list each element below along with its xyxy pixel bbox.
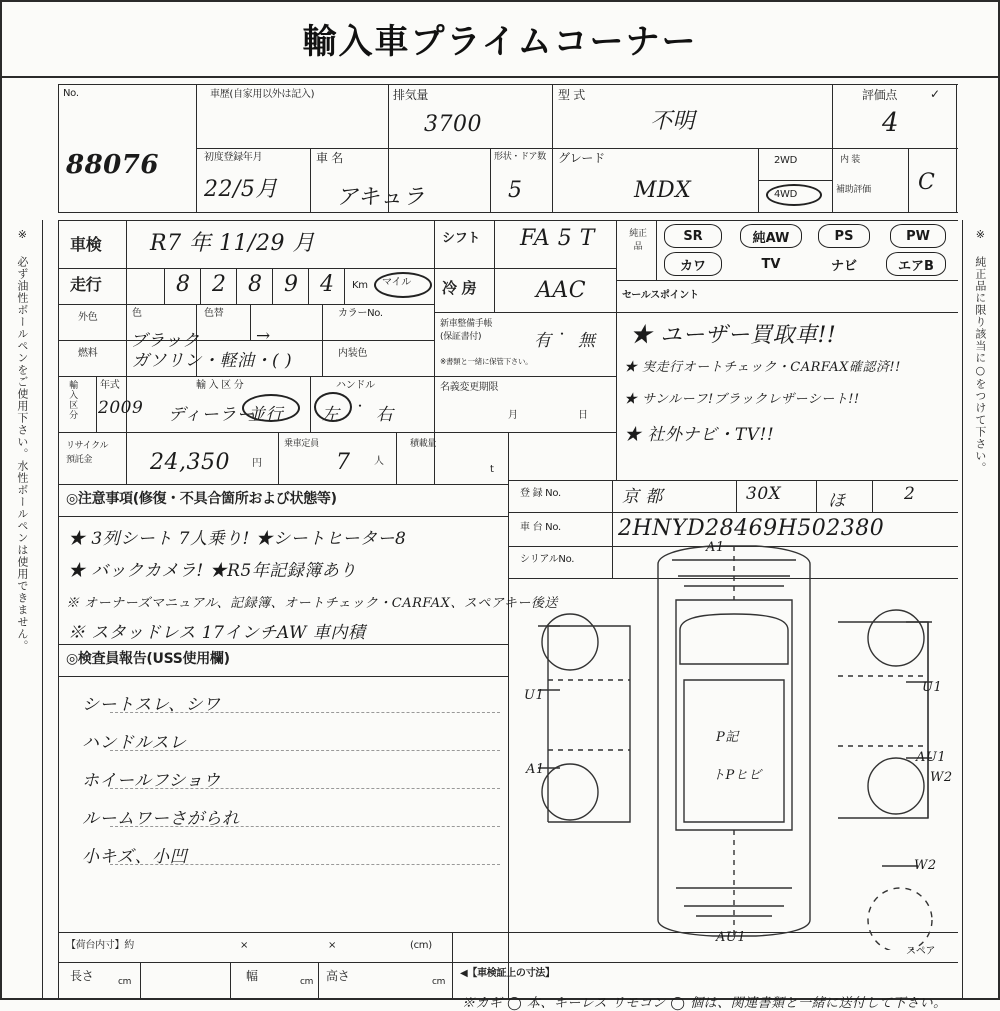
recycle-value: 24,350 [150,450,230,475]
mileage-unit-selected-circle [374,272,432,298]
color-no-label: カラーNo. [338,308,383,319]
import-div-parallel[interactable]: 並行 [248,405,283,425]
top-table-v-7 [832,84,833,212]
parts-header: 純正 品 [629,229,647,252]
sales-point-1: ★ 実走行オートチェック・CARFAX確認済!! [624,360,901,375]
grade-value: MDX [634,178,692,203]
mid-line-3 [434,376,616,377]
diagram-mark-w2-right: W2 [930,770,953,785]
reg-no-value-1: 京 都 [622,487,663,507]
drive-2wd-label[interactable]: 2WD [774,155,798,166]
bed-v-3 [318,962,319,998]
year-label: 年式 [100,380,120,391]
bed-x2: × [328,940,337,951]
top-table-v-8 [908,148,909,212]
reg-no-label: 登 録 No. [520,488,561,499]
shift-label: シフト [442,231,481,246]
notice-line-3: ※ スタッドレス 17インチAW 車内積 [68,623,366,643]
mile-cell-5 [308,268,309,304]
diagram-mark-a1-top: A1 [706,540,725,555]
inspector-line-3: ルームワーさがられ [82,809,240,829]
part-ps[interactable]: PS [818,224,870,248]
model-code-value: 不明 [650,109,696,134]
bed-height-label: 高さ [326,969,350,983]
left-line-4 [58,376,434,377]
shift-value: FA 5 T [520,226,595,251]
notice-line-1: ★ バックカメラ! ★R5年記録簿あり [68,561,357,581]
diagram-mark-w2-lower: W2 [914,858,937,873]
left-v-2 [126,220,127,484]
import-label: 輸入区分 [67,380,78,420]
drive-4wd-label[interactable]: 4WD [774,189,798,200]
bed-bottom-note: ※カギ ◯ 本、キーレス リモコン ◯ 個は、関連書類と一緒に送付して下さい。 [462,996,947,1011]
mile-cell-2 [200,268,201,304]
warranty-no[interactable]: 無 [578,331,596,351]
mile-cell-6 [344,268,345,304]
part-kawa[interactable]: カワ [664,252,722,276]
diagram-mark-a1-left: A1 [526,762,545,777]
score-divider [832,148,958,149]
mile-cell-4 [272,268,273,304]
chassis-label: 車 台 No. [520,522,561,533]
page-title: 輸入車プライムコーナー [302,22,698,62]
score-label: 評価点 [862,88,898,102]
part-sr[interactable]: SR [664,224,722,248]
bed-x1: × [240,940,249,951]
handle-label: ハンドル [336,380,375,391]
diagram-mark-au1-right: AU1 [916,750,947,765]
sales-point-0: ★ ユーザー買取車!! [630,323,837,348]
car-name-value: アキュラ [336,185,426,210]
left-v-4 [322,304,323,376]
handle-separator: ・ [354,399,366,413]
shape-doors-value: 5 [508,178,523,203]
load-unit: t [490,464,494,475]
fuel-label: 燃料 [78,348,98,359]
notice-line-2: ※ オーナーズマニュアル、記録簿、オートチェック・CARFAX、スペアキー後送 [66,596,558,611]
inspector-line-4: 小キズ、小凹 [82,847,188,867]
notice-line-0: ★ 3列シート 7人乗り! ★シートヒーター8 [68,529,407,549]
left-line-8 [58,644,508,645]
left-v-4b [310,376,311,432]
displacement-value: 3700 [424,112,482,137]
left-v-1 [58,220,59,998]
interior-value: C [918,170,936,195]
name-change-month: 月 [508,410,518,421]
warranty-label: 新車整備手帳 (保証書付) [440,319,493,342]
top-table-v-1 [58,84,59,212]
top-table-line-3 [58,212,958,213]
bed-unit: (cm) [410,940,432,951]
parts-v [656,220,657,280]
color-label: 色 [132,308,142,319]
name-change-day: 日 [578,410,588,421]
left-v-7 [396,432,397,484]
sales-point-3: ★ 社外ナビ・TV!! [624,425,775,445]
mile-cell-1 [164,268,165,304]
sp-title-line [616,312,958,313]
year-value: 2009 [98,398,144,418]
score-check-icon: ✓ [930,87,940,101]
top-table-v-5 [552,84,553,212]
notices-title: ◎注意事項(修復・不具合箇所および状態等) [66,491,337,507]
shape-doors-label: 形状・ドア数 [494,152,546,162]
reg-v-4 [872,480,873,512]
warranty-sep: ・ [556,327,568,341]
spare-label: スペア [906,946,936,957]
reg-no-value-2: 30X [746,484,782,504]
part-tv[interactable]: TV [761,256,781,272]
left-line-7 [58,516,508,517]
diagram-mark-topibi: トPヒビ [712,768,762,783]
name-change-label: 名義変更期限 [440,382,499,393]
warranty-note: ※書類と一緒に保管下さい。 [440,357,533,366]
bed-length-unit: cm [118,977,132,987]
mid-line-2 [434,312,616,313]
handle-left[interactable]: 左 [322,405,340,425]
inspector-line-0: シートスレ、シワ [82,695,221,715]
title-underline [0,76,1000,78]
fuel-value: ガソリン・軽油・( ) [132,351,293,371]
top-table-v-2 [196,84,197,212]
left-line-1 [58,268,434,269]
mileage-unit-mile[interactable]: マイル [382,277,411,288]
import-div-selected-circle [242,394,300,422]
mid-v-left [434,220,435,432]
exterior-label: 外色 [78,312,98,323]
ac-label: 冷 房 [442,279,477,297]
capacity-unit: 人 [374,456,384,467]
left-v-6 [278,432,279,484]
left-note-divider [42,220,43,998]
mileage-unit-km[interactable]: Km [352,280,368,291]
inspector-title: ◎検査員報告(USS使用欄) [66,651,230,667]
no-label: No. [63,88,79,99]
displacement-label: 排気量 [393,88,429,102]
bed-length-label: 長さ [70,969,94,983]
color-value: ブラック [130,331,200,351]
drive-divider [758,180,832,181]
inspection-value: R7 年 11/29 月 [150,231,315,256]
mid-sep-top [58,220,958,221]
first-reg-label: 初度登録年月 [204,152,263,163]
recycle-unit: 円 [252,458,262,469]
capacity-value: 7 [336,450,351,475]
interior-color-label: 内装色 [338,348,368,359]
import-div-dealer[interactable]: ディーラー [168,405,255,425]
top-table-v-4 [490,148,491,212]
part-aw[interactable]: 純AW [740,224,802,248]
inspector-line-1: ハンドルスレ [82,733,187,753]
bed-v-2 [230,962,231,998]
top-table-v-3b [310,148,311,212]
left-side-note: ※ 必ず油性ボールペンをご使用下さい。水性ボールペンは使用できません。 [15,228,29,652]
diagram-mark-u1-left: U1 [524,688,545,703]
first-reg-value: 22/5月 [204,177,278,202]
left-v-2b [96,376,97,432]
grade-label: グレード [558,151,605,165]
repaint-label: 色替 [204,308,224,319]
part-airbag[interactable]: エアB [886,252,946,276]
left-v-3b [250,304,251,340]
part-pw[interactable]: PW [890,224,946,248]
bed-width-unit: cm [300,977,314,987]
diagram-mark-pki: P記 [716,730,739,745]
car-name-label: 車 名 [316,151,343,165]
top-table-line-1 [58,84,958,85]
left-line-6 [58,484,508,485]
chassis-value: 2HNYD28469H502380 [618,516,885,541]
handle-right[interactable]: 右 [376,405,394,425]
left-line-5 [58,432,434,433]
diagram-mark-u1-right: U1 [922,680,943,695]
diagram-mark-au1-bottom: AU1 [716,930,747,945]
score-value: 4 [882,108,900,138]
sales-points-title: セールスポイント [622,290,699,301]
handle-selected-circle [314,392,352,422]
reg-line-2 [508,512,958,513]
import-div-label: 輸 入 区 分 [196,380,244,391]
left-line-9 [58,676,508,677]
interior-label: 内 装 [840,155,860,165]
frame-left [0,0,2,1000]
top-table-v-9 [956,84,957,212]
reg-v-2 [736,480,737,512]
history-label: 車歴(自家用以外は記入) [210,89,315,100]
warranty-yes[interactable]: 有 [534,331,552,351]
bed-note: ◀【車検証上の寸法】 [460,968,555,979]
drive-4wd-selected-circle [766,184,822,206]
model-code-label: 型 式 [558,88,585,102]
bed-line-mid [58,962,958,963]
capacity-label: 乗車定員 [284,439,319,449]
parts-line [616,280,958,281]
mid-v-inner [494,220,495,312]
inspection-label: 車検 [70,235,102,254]
no-value: 88076 [66,150,159,180]
mileage-label: 走行 [70,275,102,294]
mileage-digit-0: 8 [176,272,191,297]
bed-height-unit: cm [432,977,446,987]
mile-cell-3 [236,268,237,304]
sp-v-left [616,220,617,480]
serial-label: シリアルNo. [520,554,575,565]
inspector-line-2: ホイールフショウ [82,771,221,791]
bed-width-label: 幅 [246,969,258,983]
mid-line-1 [434,268,616,269]
bed-v-1 [140,962,141,998]
load-label: 積載量 [410,439,437,449]
repaint-value: → [256,326,271,346]
frame-top [0,0,1000,2]
left-line-2 [58,304,434,305]
bed-title: 【荷台内寸】約 [66,940,134,951]
ac-value: AAC [536,278,587,303]
bed-v-4 [452,932,453,998]
mileage-digit-4: 4 [320,272,335,297]
reg-no-value-3: ほ [828,491,846,511]
left-line-3 [58,340,434,341]
interior-sub-label: 補助評価 [836,185,871,195]
reg-line-1 [508,480,958,481]
mileage-digit-1: 2 [212,272,227,297]
reg-v-3 [816,480,817,512]
part-navi[interactable]: ナビ [830,258,857,274]
right-side-note: ※ 純正品に限り該当に○をつけて下さい。 [973,228,987,474]
reg-no-value-4: 2 [904,484,916,504]
mid-line-4 [434,432,616,433]
mileage-digit-3: 9 [284,272,299,297]
recycle-label: リサイクル 預託金 [66,441,109,465]
sales-point-2: ★ サンルーフ!ブラックレザーシート!! [624,392,860,407]
mileage-digit-2: 8 [248,272,263,297]
